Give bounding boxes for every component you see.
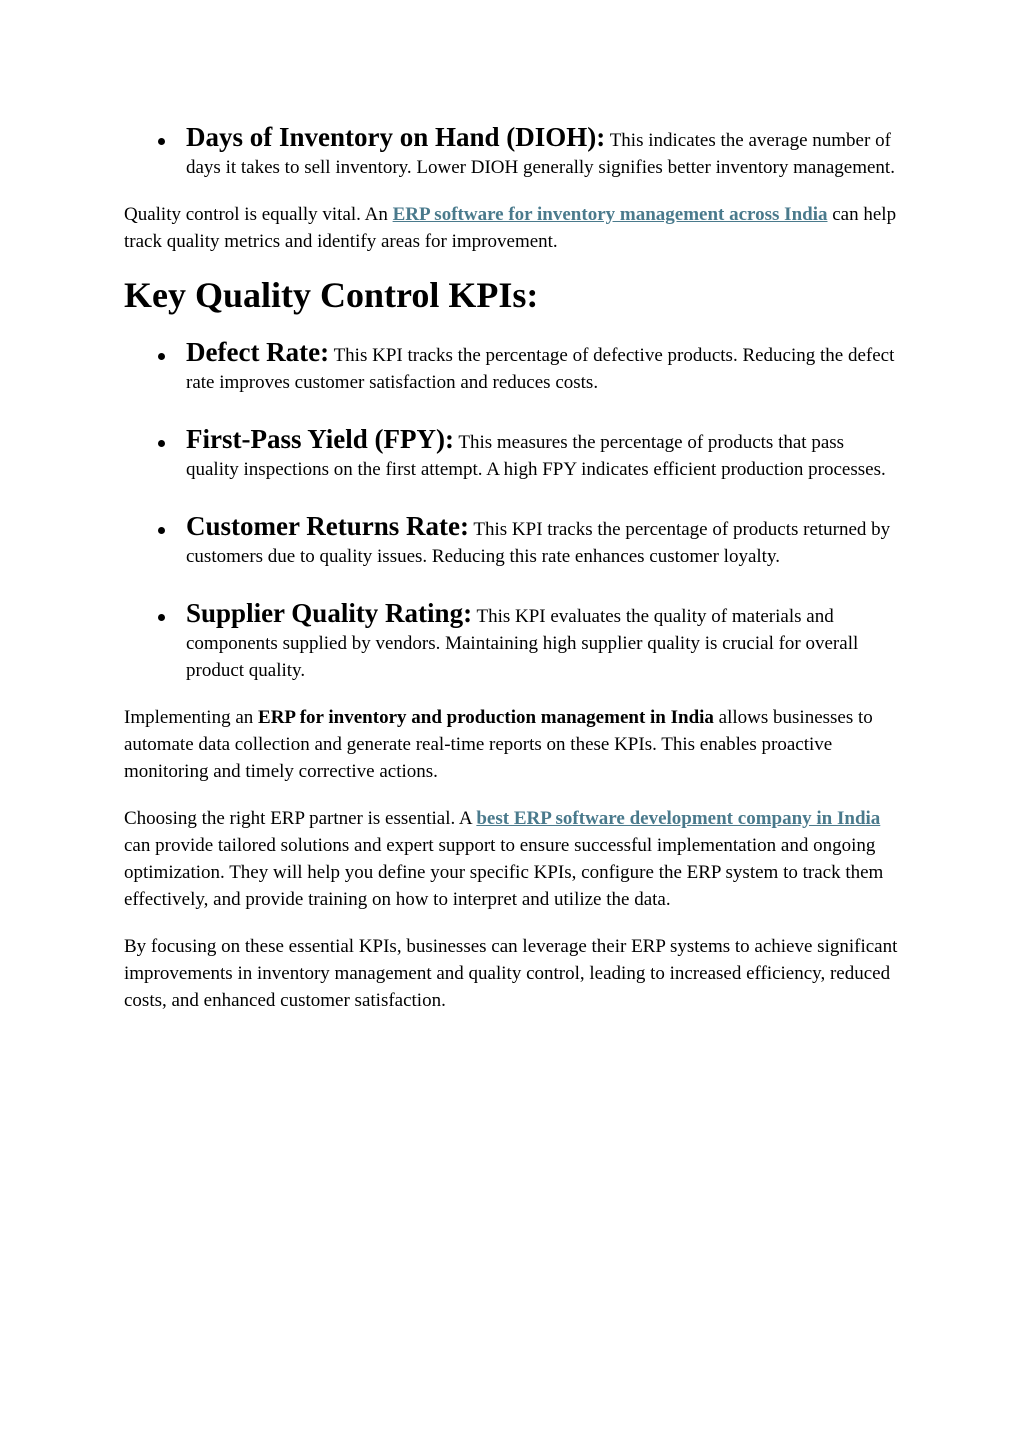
list-item-customer-returns: [124, 513, 900, 570]
quality-intro-before: Quality control is equally vital. An: [124, 204, 388, 225]
kpi-title-supplier-quality: Supplier Quality Rating:: [186, 598, 473, 628]
implementing-bold: ERP for inventory and production management in India: [258, 707, 714, 728]
list-item-dioh: [124, 124, 900, 181]
kpi-text-dioh: This indicates the average number of days it takes to sell inventory. Lower DIOH generally signifies better inventory management.: [186, 130, 895, 178]
bullet-icon: [158, 138, 165, 145]
section-heading: Key Quality Control KPIs:: [124, 275, 539, 315]
kpi-text-supplier-quality: This KPI evaluates the quality of materials and components supplied by vendors. Maintaining high supplier quality is crucial for overall product quality.: [186, 606, 859, 681]
choosing-before: Choosing the right ERP partner is essential. A: [124, 808, 472, 829]
kpi-title-defect-rate: Defect Rate:: [186, 337, 330, 367]
kpi-text-first-pass-yield: This measures the percentage of products that pass quality inspections on the first attempt. A high FPY indicates efficient production processes.: [186, 432, 886, 480]
kpi-title-customer-returns: Customer Returns Rate:: [186, 511, 469, 541]
implementing-paragraph: [124, 704, 900, 785]
implementing-after: allows businesses to automate data collection and generate real-time reports on these KPIs. This enables proactive monitoring and timely corrective actions.: [124, 707, 873, 782]
list-item-defect-rate: [124, 339, 900, 396]
erp-inventory-link[interactable]: ERP software for inventory management across India: [392, 204, 828, 225]
document-page: [124, 124, 900, 1014]
kpi-title-dioh: Days of Inventory on Hand (DIOH):: [186, 122, 606, 152]
quality-kpi-list: [124, 339, 900, 684]
conclusion-paragraph: By focusing on these essential KPIs, businesses can leverage their ERP systems to achieve significant improvements in inventory management and quality control, leading to increased efficiency, reduced costs, and enhanced customer satisfaction.: [124, 936, 898, 1011]
list-item-first-pass-yield: [124, 426, 900, 483]
bullet-icon: [158, 527, 165, 534]
list-item-supplier-quality: [124, 600, 900, 684]
quality-intro-after: can help track quality metrics and identify areas for improvement.: [124, 204, 897, 252]
bullet-icon: [158, 440, 165, 447]
quality-intro-paragraph: [124, 201, 900, 255]
implementing-before: Implementing an: [124, 707, 254, 728]
inventory-kpi-list: [124, 124, 900, 181]
kpi-text-defect-rate: This KPI tracks the percentage of defective products. Reducing the defect rate improves customer satisfaction and reduces costs.: [186, 345, 895, 393]
kpi-title-first-pass-yield: First-Pass Yield (FPY):: [186, 424, 454, 454]
erp-company-link[interactable]: best ERP software development company in India: [476, 808, 881, 829]
bullet-icon: [158, 614, 165, 621]
bullet-icon: [158, 353, 165, 360]
choosing-paragraph: [124, 805, 900, 913]
kpi-text-customer-returns: This KPI tracks the percentage of products returned by customers due to quality issues. Reducing this rate enhances customer loyalty.: [186, 519, 891, 567]
choosing-after: can provide tailored solutions and expert support to ensure successful implementation and ongoing optimization. They will help you define your specific KPIs, configure the ERP system to track them effectively, and provide training on how to interpret and utilize the data.: [124, 835, 884, 910]
